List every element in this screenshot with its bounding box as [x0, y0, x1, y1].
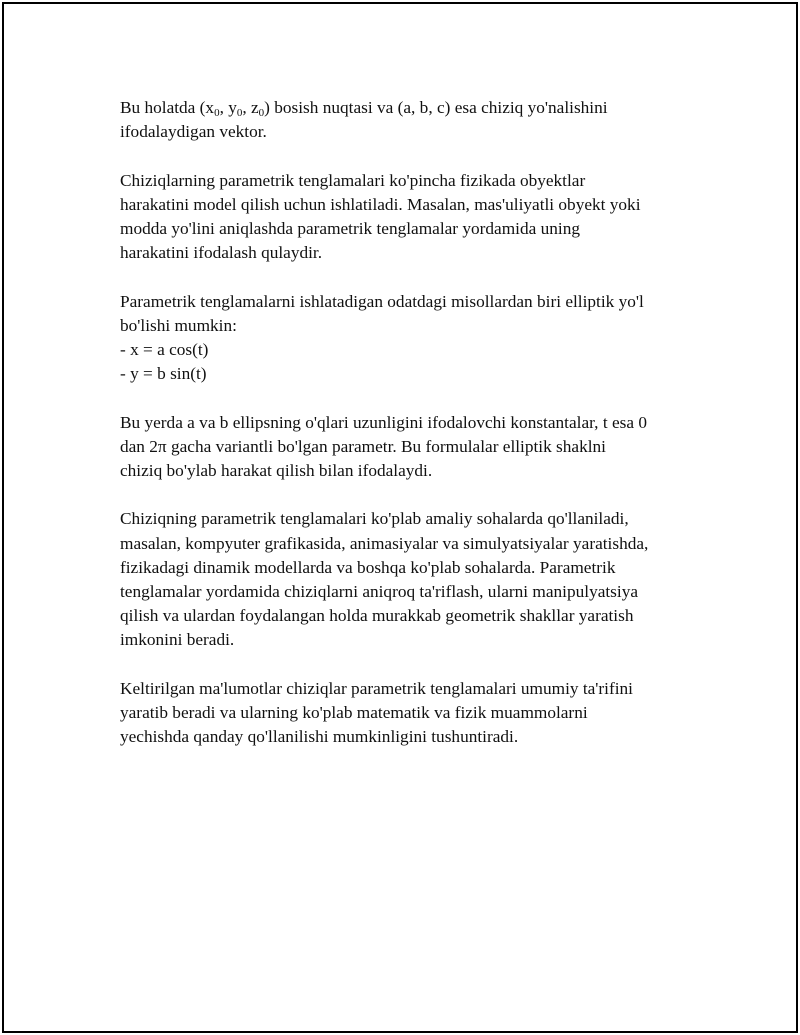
- text-line: tenglamalar yordamida chiziqlarni aniqroq ta'riflash, ularni manipulyatsiya: [120, 582, 639, 601]
- paragraph-2: [120, 169, 700, 266]
- text-line: yaratib beradi va ularning ko'plab matematik va fizik muammolarni: [120, 703, 588, 722]
- subscript: 0: [236, 107, 243, 119]
- text-line: chiziq bo'ylab harakat qilish bilan ifodalaydi.: [120, 461, 433, 480]
- paragraph-4: [120, 411, 700, 484]
- text-fragment: Bu holatda (x: [120, 98, 215, 117]
- subscript: 0: [258, 107, 265, 119]
- text-line: imkonini beradi.: [120, 630, 235, 650]
- text-line: modda yo'lini aniqlashda parametrik tenglamalar yordamida uning: [120, 219, 580, 238]
- paragraph-3: [120, 290, 700, 387]
- formula-line: - y = b sin(t): [120, 364, 207, 384]
- text-line: dan 2π gacha variantli bo'lgan parametr. Bu formulalar elliptik shaklni: [120, 436, 606, 456]
- text-line: bo'lishi mumkin:: [120, 315, 237, 335]
- text-line: harakatini model qilish uchun ishlatiladi. Masalan, mas'uliyatli obyekt yoki: [120, 194, 641, 214]
- paragraph-5: [120, 507, 700, 652]
- subscript: 0: [214, 107, 220, 119]
- text-fragment: , y: [219, 98, 237, 117]
- document-body: [120, 96, 700, 774]
- text-fragment: ) bosish nuqtasi va (a, b, c) esa chiziq yo'nalishini: [264, 98, 608, 117]
- text-line: Bu yerda a va b ellipsning o'qlari uzunligini ifodalovchi konstantalar, t esa 0: [120, 412, 647, 432]
- text-line: [120, 96, 700, 120]
- text-fragment: , z: [242, 98, 259, 117]
- document-page: [2, 2, 798, 1033]
- text-line: Chiziqning parametrik tenglamalari ko'plab amaliy sohalarda qo'llaniladi,: [120, 509, 629, 529]
- formula-line: - x = a cos(t): [120, 340, 209, 359]
- text-line: Keltirilgan ma'lumotlar chiziqlar parametrik tenglamalari umumiy ta'rifini: [120, 678, 633, 698]
- paragraph-6: [120, 677, 700, 750]
- text-line: fizikadagi dinamik modellarda va boshqa ko'plab sohalarda. Parametrik: [120, 557, 616, 577]
- text-line: qilish va ulardan foydalangan holda murakkab geometrik shakllar yaratish: [120, 606, 634, 626]
- text-line: harakatini ifodalash qulaydir.: [120, 243, 323, 263]
- text-line: masalan, kompyuter grafikasida, animasiyalar va simulyatsiyalar yaratishda,: [120, 533, 649, 553]
- text-line: Chiziqlarning parametrik tenglamalari ko'pincha fizikada obyektlar: [120, 170, 586, 190]
- text-line: ifodalaydigan vektor.: [120, 122, 267, 142]
- text-line: Parametrik tenglamalarni ishlatadigan odatdagi misollardan biri elliptik yo'l: [120, 291, 644, 311]
- paragraph-1: [120, 96, 700, 144]
- text-line: yechishda qanday qo'llanilishi mumkinligini tushuntiradi.: [120, 727, 519, 747]
